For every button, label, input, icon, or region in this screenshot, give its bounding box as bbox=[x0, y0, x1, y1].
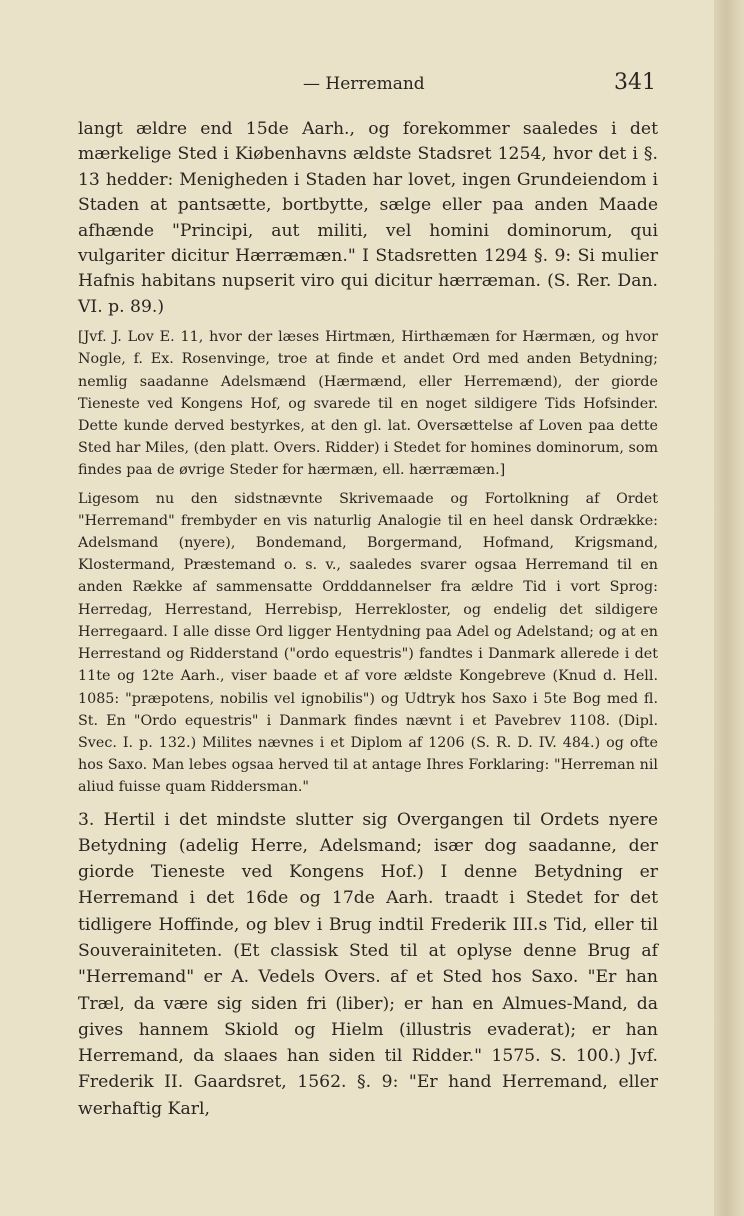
page-header bbox=[78, 70, 656, 100]
paragraph-note-analogie: Ligesom nu den sidstnævnte Skrivemaade og Fortolkning af Ordet "Herremand" frembyder en vis naturlig Analogie til en heel dansk Ordrække: Adelsmand (nyere), Bondemand, Borgermand, Hofmand, Krigsmand, Klostermand, Præstemand o. s. v., saaledes svarer ogsaa Herremand til en anden Række af sammensatte Ordddannelser fra ældre Tid i vort Sprog: Herredag, Herrestand, Herrebisp, Herrekloster, og endelig det sildigere Herregaard. I alle disse Ord ligger Hentydning paa Adel og Adelstand; og at en Herrestand og Ridderstand ("ordo equestris") fandtes i Danmark allerede i det 11te og 12te Aarh., viser baade et af vore ældste Kongebreve (Knud d. Hell. 1085: "præpotens, nobilis vel ignobilis") og Udtryk hos Saxo i 5te Bog med fl. St. En "Ordo equestris" i Danmark findes nævnt i et Pavebrev 1108. (Dipl. Svec. I. p. 132.) Milites nævnes i et Diplom af 1206 (S. R. D. IV. 484.) og ofte hos Saxo. Man lebes ogsaa herved til at antage Ihres Forklaring: "Herreman nil aliud fuisse quam Riddersman." bbox=[78, 490, 658, 796]
page-number: 341 bbox=[614, 70, 656, 95]
running-head: — Herremand bbox=[303, 74, 425, 94]
paragraph-section-3: 3. Hertil i det mindste slutter sig Overgangen til Ordets nyere Betydning (adelig Herre, Adelsmand; især dog saadanne, der giorde Tieneste ved Kongens Hof.) I denne Betydning er Herremand i det 16de og 17de Aarh. traadt i Stedet for det tidligere Hoffinde, og blev i Brug indtil Frederik III.s Tid, eller til Souverainiteten. (Et classisk Sted til at oplyse denne Brug af "Herremand" er A. Vedels Overs. af et Sted hos Saxo. "Er han Træl, da være sig siden fri (liber); er han en Almues-Mand, da gives hannem Skiold og Hielm (illustris evaderat); er han Herremand, da slaaes han siden til Ridder." 1575. S. 100.) Jvf. Frederik II. Gaardsret, 1562. §. 9: "Er hand Herremand, eller werhaftig Karl, bbox=[78, 809, 658, 1119]
body-text bbox=[78, 117, 658, 1122]
paragraph-stadsret: langt ældre end 15de Aarh., og forekommer saaledes i det mærkelige Sted i Kiøbenhavns ældste Stadsret 1254, hvor det i §. 13 hedder: Menigheden i Staden har lovet, ingen Grundeiendom i Staden at pantsætte, bortbytte, sælge eller paa anden Maade afhænde "Principi, aut militi, vel homini dominorum, qui vulgariter dicitur Hærræmæn." I Stadsretten 1294 §. 9: Si mulier Hafnis habitans nupserit viro qui dicitur hærræman. (S. Rer. Dan. VI. p. 89.) bbox=[78, 119, 658, 317]
page-edge bbox=[714, 0, 744, 1216]
paragraph-note-jyske-lov: [Jvf. J. Lov E. 11, hvor der læses Hirtmæn, Hirthæmæn for Hærmæn, og hvor Nogle, f. Ex. Rosenvinge, troe at finde et andet Ord med anden Betydning; nemlig saadanne Adelsmænd (Hærmænd, eller Herremænd), der giorde Tieneste ved Kongens Hof, og svarede til en noget sildigere Tids Hofsinder. Dette kunde derved bestyrkes, at den gl. lat. Oversættelse af Loven paa dette Sted har Miles, (den platt. Overs. Ridder) i Stedet for homines dominorum, som findes paa de øvrige Steder for hærmæn, ell. hærræmæn.] bbox=[78, 329, 658, 479]
